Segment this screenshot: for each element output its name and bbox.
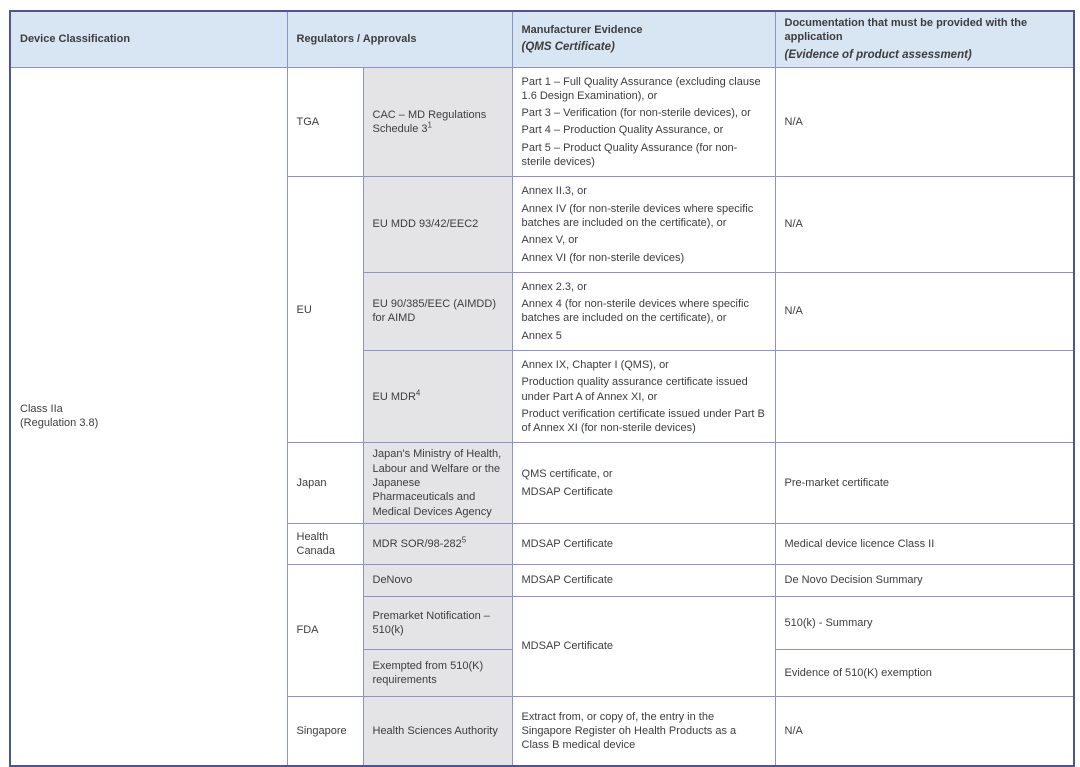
approval-label: EU MDD 93/42/EEC2 [372, 218, 479, 231]
evidence-line: Part 3 – Verification (for non-sterile devices), or [521, 107, 751, 120]
documentation-cell-fda-510k [775, 596, 1074, 649]
evidence-line: MDSAP Certificate [521, 640, 614, 653]
regulator-cell-singapore [287, 696, 363, 766]
header-sublabel: (Evidence of product assessment) [784, 48, 972, 61]
approval-cell-eu-aimd [363, 272, 512, 350]
evidence-cell-fda-denovo [512, 564, 775, 596]
regulator-cell-eu [287, 177, 363, 443]
header-documentation [775, 11, 1074, 67]
approval-label: EU 90/385/EEC (AIMDD) for AIMD [372, 298, 496, 325]
approval-cell-tga [363, 67, 512, 177]
regulator-label: EU [296, 303, 312, 316]
regulator-cell-japan [287, 443, 363, 523]
evidence-line: MDSAP Certificate [521, 574, 614, 587]
evidence-line: Annex VI (for non-sterile devices) [521, 251, 685, 264]
documentation-label: N/A [784, 115, 803, 128]
approval-cell-health-canada [363, 523, 512, 564]
approval-label: CAC – MD Regulations Schedule 3 [372, 108, 487, 135]
documentation-cell-eu-aimd [775, 272, 1074, 350]
documentation-cell-japan [775, 443, 1074, 523]
evidence-line: Annex 5 [521, 329, 562, 342]
approval-cell-fda-denovo [363, 564, 512, 596]
documentation-cell-fda-denovo [775, 564, 1074, 596]
documentation-cell-eu-mdd [775, 177, 1074, 272]
header-label: Regulators / Approvals [296, 33, 417, 46]
documentation-cell-singapore [775, 696, 1074, 766]
documentation-label: De Novo Decision Summary [784, 574, 923, 587]
documentation-label: N/A [784, 725, 803, 738]
regulator-label: Singapore [296, 725, 347, 738]
regulator-cell-fda [287, 564, 363, 696]
approval-label: MDR SOR/98-282 [372, 537, 462, 550]
approval-label: Exempted from 510(K) requirements [372, 659, 484, 686]
header-sublabel: (QMS Certificate) [521, 41, 615, 54]
approval-cell-singapore [363, 696, 512, 766]
approval-label: EU MDR [372, 390, 416, 403]
evidence-cell-japan [512, 443, 775, 523]
documentation-cell-health-canada [775, 523, 1074, 564]
evidence-cell-fda-shared [512, 596, 775, 696]
documentation-label: Evidence of 510(K) exemption [784, 666, 932, 679]
approval-cell-eu-mdd [363, 177, 512, 272]
evidence-cell-eu-aimd [512, 272, 775, 350]
evidence-line: Annex 2.3, or [521, 280, 587, 293]
evidence-line: MDSAP Certificate [521, 485, 614, 498]
evidence-line: Annex 4 (for non-sterile devices where specific batches are included on the certificate), or [521, 298, 749, 325]
evidence-cell-eu-mdd [512, 177, 775, 272]
regulator-label: Japan [296, 477, 327, 490]
evidence-cell-tga [512, 67, 775, 177]
evidence-line: MDSAP Certificate [521, 537, 614, 550]
documentation-label: Medical device licence Class II [784, 537, 935, 550]
approval-cell-eu-mdr [363, 350, 512, 442]
approval-label: Japan's Ministry of Health, Labour and Welfare or the Japanese Pharmaceuticals and Medical Devices Agency [372, 448, 502, 518]
approval-cell-fda-exempt [363, 649, 512, 696]
documentation-label: Pre-market certificate [784, 477, 890, 490]
evidence-line: Part 5 – Product Quality Assurance (for non-sterile devices) [521, 141, 738, 169]
regulator-cell-health-canada [287, 523, 363, 564]
evidence-line: Annex IX, Chapter I (QMS), or [521, 358, 669, 371]
device-classification-table [9, 10, 1075, 767]
evidence-cell-eu-mdr [512, 350, 775, 442]
regulator-label: TGA [296, 115, 320, 128]
header-label: Device Classification [20, 33, 131, 46]
approval-cell-fda-510k [363, 596, 512, 649]
approval-label: Premarket Notification – 510(k) [372, 609, 490, 636]
evidence-line: Production quality assurance certificate issued under Part A of Annex XI, or [521, 376, 748, 403]
evidence-line: Product verification certificate issued under Part B of Annex XI (for non-sterile devices) [521, 407, 765, 435]
evidence-line: QMS certificate, or [521, 468, 613, 481]
documentation-label: N/A [784, 218, 803, 231]
evidence-line: Extract from, or copy of, the entry in the Singapore Register oh Health Products as a Class B medical device [521, 710, 737, 752]
evidence-line: Part 1 – Full Quality Assurance (excluding clause 1.6 Design Examination), or [521, 75, 761, 102]
header-label: Manufacturer Evidence [521, 24, 643, 37]
evidence-line: Annex II.3, or [521, 185, 587, 198]
header-label: Documentation that must be provided with the application [784, 17, 1028, 44]
evidence-line: Part 4 – Production Quality Assurance, or [521, 124, 724, 137]
approval-label: DeNovo [372, 574, 413, 587]
regulator-cell-tga [287, 67, 363, 177]
approval-cell-japan [363, 443, 512, 523]
header-device-classification [10, 11, 287, 67]
documentation-label: 510(k) - Summary [784, 616, 873, 629]
evidence-cell-singapore [512, 696, 775, 766]
header-manufacturer-evidence [512, 11, 775, 67]
evidence-cell-health-canada [512, 523, 775, 564]
regulator-label: FDA [296, 624, 319, 637]
documentation-cell-eu-mdr [775, 350, 1074, 442]
evidence-line: Annex IV (for non-sterile devices where specific batches are included on the certificate), or [521, 202, 754, 229]
evidence-line: Annex V, or [521, 234, 578, 247]
device-class-name: Class IIa [20, 403, 63, 416]
header-regulators-approvals [287, 11, 512, 67]
documentation-cell-fda-exempt [775, 649, 1074, 696]
documentation-label: N/A [784, 305, 803, 318]
device-class-regulation: (Regulation 3.8) [20, 417, 99, 430]
regulator-label: Health Canada [296, 530, 336, 557]
footnote-marker: 4 [415, 387, 421, 397]
footnote-marker: 5 [461, 535, 467, 545]
approval-label: Health Sciences Authority [372, 725, 498, 738]
table-row-tga [10, 67, 1074, 177]
documentation-cell-tga [775, 67, 1074, 177]
footnote-marker: 1 [427, 120, 432, 130]
device-class-cell [10, 67, 287, 766]
header-row [10, 11, 1074, 67]
